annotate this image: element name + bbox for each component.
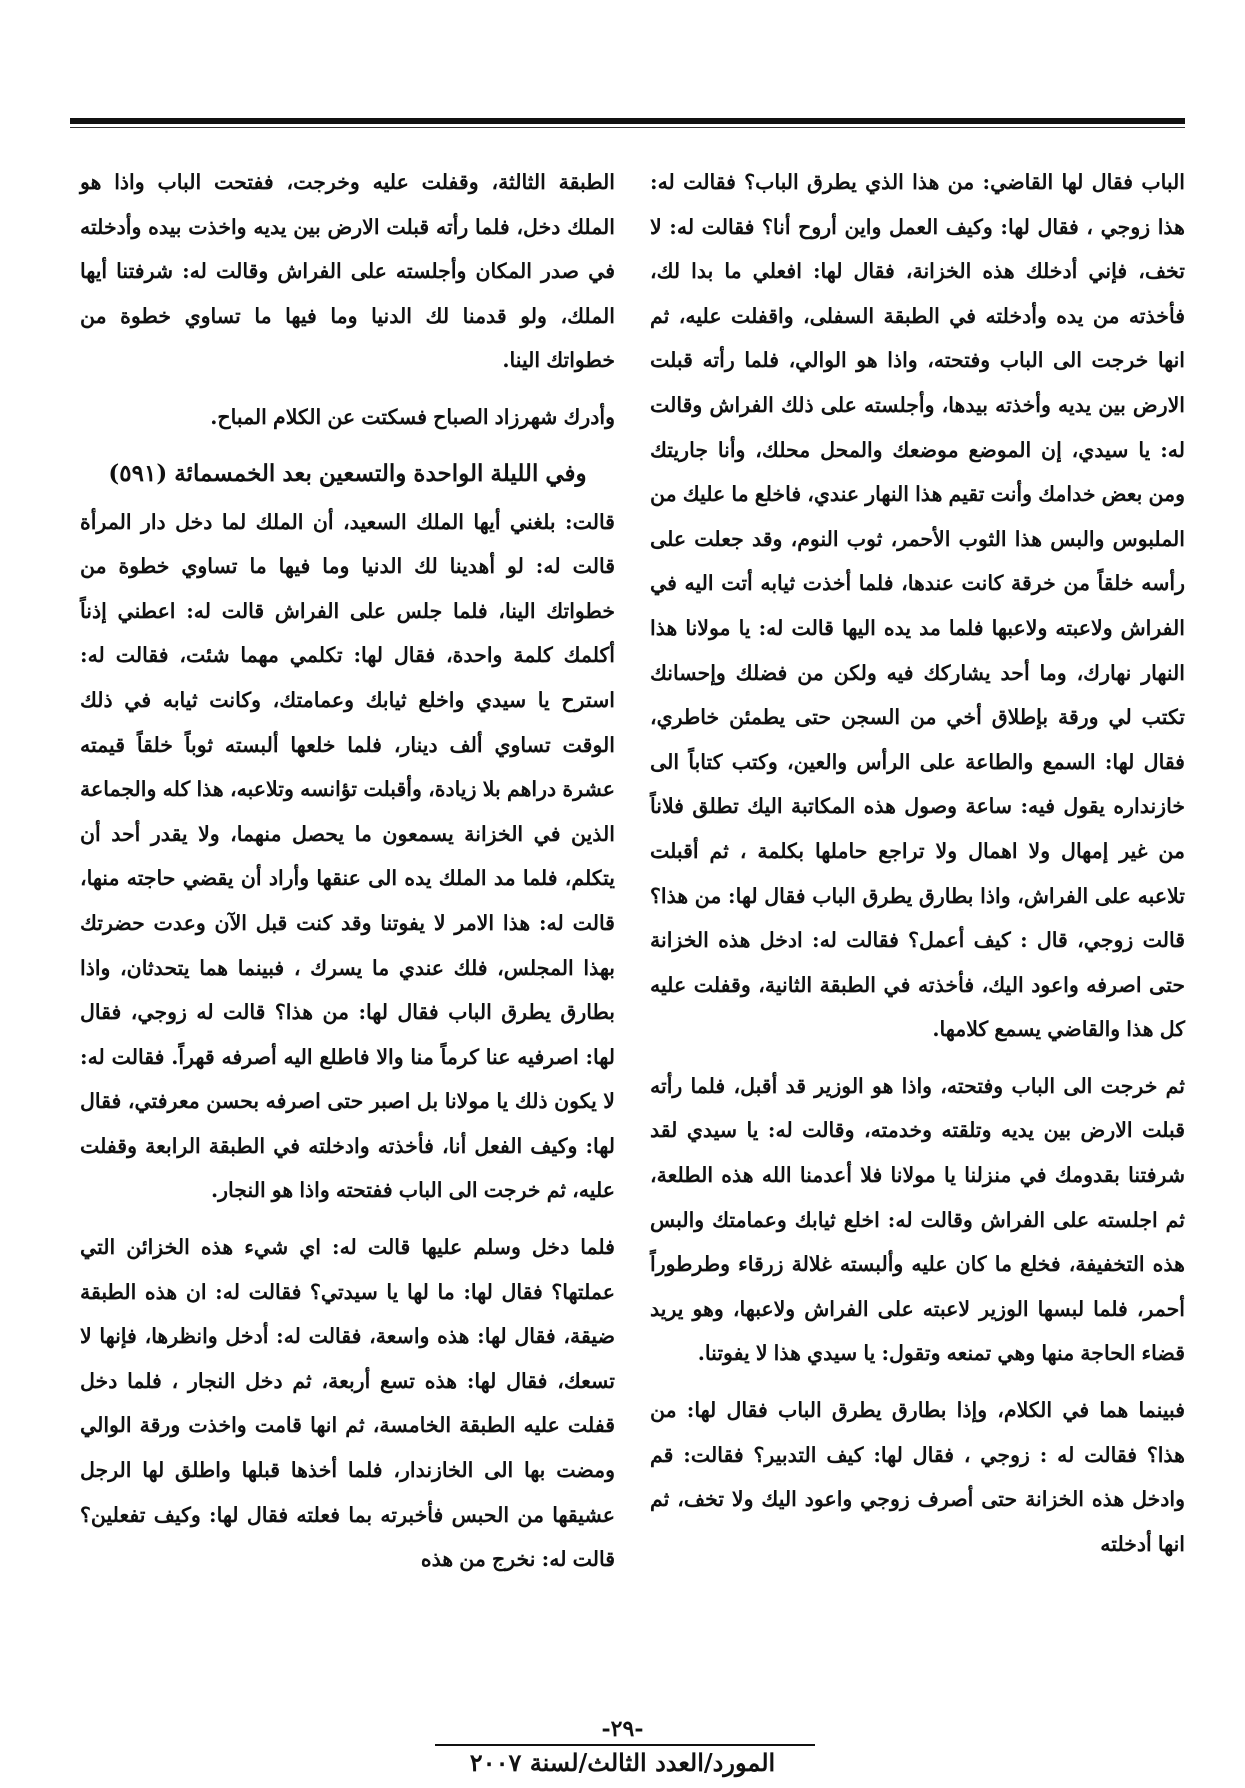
paragraph: فبينما هما في الكلام، وإذا بطارق يطرق الباب فقال لها: من هذا؟ فقالت له : زوجي ، فقال لها: كيف التدبير؟ فقالت: قم وادخل هذه الخزانة حتى أصرف زوجي واعود اليك ولا تخف، ثم انها أدخلته: [650, 1398, 1185, 1556]
footer-journal-title: المورد/العدد الثالث/لسنة ٢٠٠٧: [469, 1748, 776, 1777]
top-rule-thin: [70, 127, 1185, 128]
page-number: -٢٩-: [601, 1716, 644, 1742]
paragraph: قالت: بلغني أيها الملك السعيد، أن الملك لما دخل دار المرأة قالت له: لو أهدينا لك الدنيا وما فيها ما تساوي خطوة من خطواتك الينا، فلما جلس على الفراش قالت له: اعطني إذناً أكلمك كلمة واحدة، فقال لها: تكلمي مهما شئت، فقالت له: استرح يا سيدي واخلع ثيابك وعمامتك، وكانت ثيابه في ذلك الوقت تساوي ألف دينار، فلما خلعها ألبسته ثوباً خلقاً قيمته عشرة دراهم بلا زيادة، وأقبلت تؤانسه وتلاعبه، هذا كله والجماعة الذين في الخزانة يسمعون ما يحصل منهما، ولا يقدر أحد أن يتكلم، فلما مد الملك يده الى عنقها وأراد أن يقضي حاجته منها، قالت له: هذا الامر لا يفوتنا وقد كنت قبل الآن وعدت حضرتك بهذا المجلس، فلك عندي ما يسرك ، فبينما هما يتحدثان، واذا بطارق يطرق الباب فقال لها: من هذا؟ قالت له زوجي، فقال لها: اصرفيه عنا كرماً منا والا فاطلع اليه أصرفه قهراً. فقالت له: لا يكون ذلك يا مولانا بل اصبر حتى اصرفه بحسن معرفتي، فقال لها: وكيف الفعل أنا، فأخذته وادخلته في الطبقة الرابعة وقفلت عليه، ثم خرجت الى الباب ففتحته واذا هو النجار.: [80, 509, 615, 1203]
top-rule: [70, 118, 1185, 124]
right-column: [650, 160, 1185, 1578]
paragraph: ثم خرجت الى الباب وفتحته، واذا هو الوزير قد أقبل، فلما رأته قبلت الارض بين يديه وتلقته وخدمته، وقالت له: يا سيدي لقد شرفتنا بقدومك في منزلنا يا مولانا فلا أعدمنا الله هذه الطلعة، ثم اجلسته على الفراش وقالت له: اخلع ثيابك وعمامتك والبس هذه التخفيفة، فخلع ما كان عليه وألبسته غلالة زرقاء وطرطوراً أحمر، فلما لبسها الوزير لاعبته على الفراش ولاعبها، وهو يريد قضاء الحاجة منها وهي تمنعه وتقول: يا سيدي هذا لا يفوتنا.: [650, 1073, 1185, 1366]
paragraph: الباب فقال لها القاضي: من هذا الذي يطرق الباب؟ فقالت له: هذا زوجي ، فقال لها: وكيف العمل واين أروح أنا؟ فقالت له: لا تخف، فإني أدخلك هذه الخزانة، فقال لها: افعلي ما بدا لك، فأخذته من يده وأدخلته في الطبقة السفلى، واقفلت عليه، ثم انها خرجت الى الباب وفتحته، واذا هو الوالي، فلما رأته قبلت الارض بين يديه وأخذته بيدها، وأجلسته على ذلك الفراش وقالت له: يا سيدي، إن الموضع موضعك والمحل محلك، وأنا جاريتك ومن بعض خدامك وأنت تقيم هذا النهار عندي، فاخلع ما عليك من الملبوس والبس هذا الثوب الأحمر، ثوب النوم، وقد جعلت على رأسه خلقاً من خرقة كانت عندها، فلما أخذت ثيابه أتت اليه في الفراش ولاعبته ولاعبها فلما مد يده اليها قالت له: يا مولانا هذا النهار نهارك، وما أحد يشاركك فيه ولكن من فضلك وإحسانك تكتب لي ورقة بإطلاق أخي من السجن حتى يطمئن خاطري، فقال لها: السمع والطاعة على الرأس والعين، وكتب كتاباً الى خازنداره يقول فيه: ساعة وصول هذه المكاتبة اليك تطلق فلاناً من غير إمهال ولا اهمال ولا تراجع حاملها بكلمة ، ثم أقبلت تلاعبه على الفراش، واذا بطارق يطرق الباب فقال لها: من هذا؟ قالت زوجي، قال : كيف أعمل؟ فقالت له: ادخل هذه الخزانة حتى اصرفه واعود اليك، فأخذته في الطبقة الثانية، وقفلت عليه كل هذا والقاضي يسمع كلامها.: [650, 170, 1185, 1042]
footer-rule: [435, 1744, 815, 1746]
night-heading: وفي الليلة الواحدة والتسعين بعد الخمسمائة (٥٩١): [108, 459, 587, 487]
paragraph: وأدرك شهرزاد الصباح فسكتت عن الكلام المباح.: [210, 404, 615, 429]
paragraph: الطبقة الثالثة، وقفلت عليه وخرجت، ففتحت الباب واذا هو الملك دخل، فلما رأته قبلت الارض بين يديه واخذت بيده وأدخلته في صدر المكان وأجلسته على الفراش وقالت له: شرفتنا أيها الملك، ولو قدمنا لك الدنيا وما فيها ما تساوي خطوة من خطواتك الينا.: [80, 170, 615, 373]
paragraph: فلما دخل وسلم عليها قالت له: اي شيء هذه الخزائن التي عملتها؟ فقال لها: ما لها يا سيدتي؟ فقالت له: ان هذه الطبقة ضيقة، فقال لها: هذه واسعة، فقالت له: أدخل وانظرها، فإنها لا تسعك، فقال لها: هذه تسع أربعة، ثم دخل النجار ، فلما دخل قفلت عليه الطبقة الخامسة، ثم انها قامت واخذت ورقة الوالي ومضت بها الى الخازندار، فلما أخذها قبلها واطلق لها الرجل عشيقها من الحبس فأخبرته بما فعلته فقال لها: وكيف تفعلين؟ قالت له: نخرج من هذه: [80, 1235, 615, 1572]
left-column: [80, 160, 615, 1594]
